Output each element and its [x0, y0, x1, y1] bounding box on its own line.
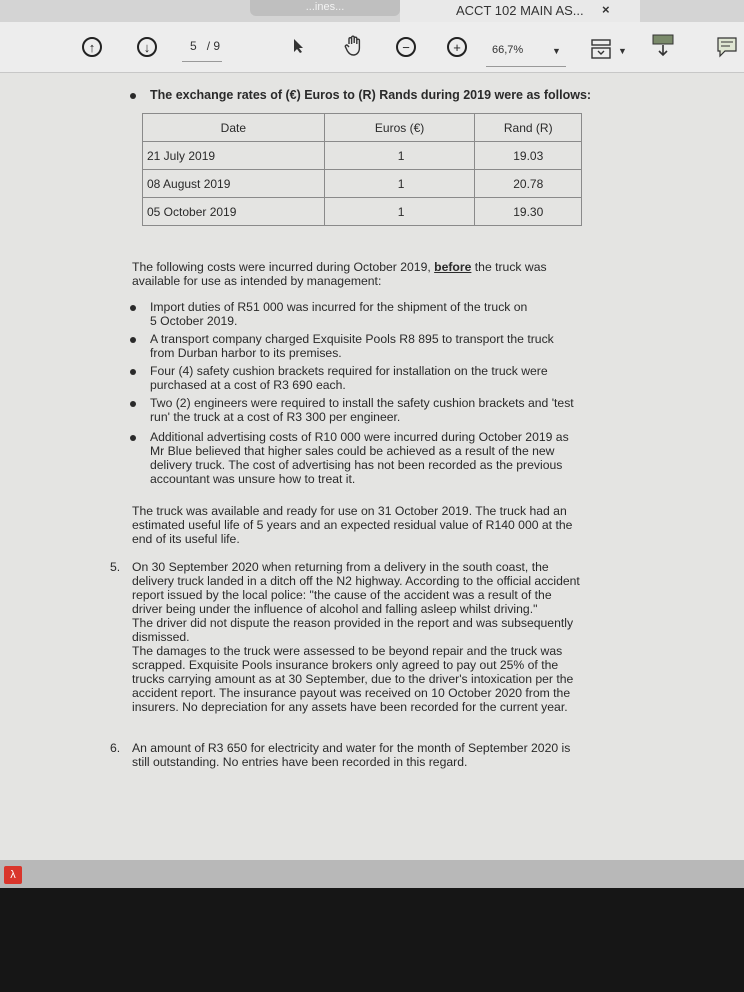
table-cell: 19.03: [475, 142, 582, 170]
download-icon[interactable]: [652, 34, 674, 63]
prev-page-icon[interactable]: ↑: [82, 37, 102, 57]
pdf-page: [0, 73, 744, 860]
bullet-dot: [130, 305, 136, 311]
availability-paragraph: [132, 504, 572, 546]
table-header: Euros (€): [324, 114, 475, 142]
bullet-dot: [130, 369, 136, 375]
bullet-dot: [130, 93, 136, 99]
table-cell: 19.30: [475, 198, 582, 226]
cost-item-line: Two (2) engineers were required to install the safety cushion brackets and 'test: [150, 396, 574, 410]
exchange-rates-intro: The exchange rates of (€) Euros to (R) Rands during 2019 were as follows:: [150, 88, 592, 102]
pdf-toolbar: [0, 22, 744, 73]
page-current: 5: [190, 39, 197, 53]
cost-item: [150, 364, 548, 392]
paragraph-line: delivery truck landed in a ditch off the N2 highway. According to the official accident: [132, 574, 580, 588]
exchange-rates-table: [142, 113, 582, 226]
paragraph-line: The damages to the truck were assessed to be beyond repair and the truck was: [132, 644, 563, 658]
viewer-bottom-bar: [0, 860, 744, 888]
tab-active[interactable]: [400, 0, 640, 22]
paragraph-line: driver being under the influence of alcohol and falling asleep whilst driving.": [132, 602, 538, 616]
table-cell: 1: [324, 198, 475, 226]
page-number-field[interactable]: [190, 39, 220, 53]
bullet-dot: [130, 401, 136, 407]
table-header: Date: [143, 114, 325, 142]
cost-item: [150, 332, 554, 360]
cost-item: [150, 300, 527, 328]
fit-page-icon[interactable]: [590, 38, 612, 65]
cursor-icon[interactable]: [292, 38, 306, 59]
next-page-icon[interactable]: ↓: [137, 37, 157, 57]
paragraph-line: estimated useful life of 5 years and an expected residual value of R140 000 at the: [132, 518, 573, 532]
table-cell: 1: [324, 142, 475, 170]
table-row: [143, 142, 582, 170]
zoom-out-icon[interactable]: −: [396, 37, 416, 57]
paragraph-line: end of its useful life.: [132, 532, 240, 546]
cost-item-line: run' the truck at a cost of R3 300 per engineer.: [150, 410, 401, 424]
cost-item-line: delivery truck. The cost of advertising has not been recorded as the previous: [150, 458, 563, 472]
costs-intro-part: the truck was: [471, 260, 547, 274]
paragraph-line: dismissed.: [132, 630, 190, 644]
comment-icon[interactable]: [716, 36, 738, 63]
cost-item-line: Mr Blue believed that higher sales could be achieved as a result of the new: [150, 444, 555, 458]
table-header: Rand (R): [475, 114, 582, 142]
cost-item-line: purchased at a cost of R3 690 each.: [150, 378, 346, 392]
cost-item: [150, 396, 574, 424]
page-total: / 9: [206, 39, 221, 53]
tab-bar: [0, 0, 744, 22]
paragraph-line: scrapped. Exquisite Pools insurance brokers only agreed to pay out 25% of the: [132, 658, 559, 672]
cost-item-line: accountant was unsure how to treat it.: [150, 472, 356, 486]
table-header-row: [143, 114, 582, 142]
paragraph-line: report issued by the local police: "the cause of the accident was a result of the: [132, 588, 552, 602]
tab-previous[interactable]: [250, 0, 400, 16]
cost-item-line: from Durban harbor to its premises.: [150, 346, 342, 360]
table-row: [143, 170, 582, 198]
hand-icon[interactable]: [344, 35, 364, 62]
cost-item-line: 5 October 2019.: [150, 314, 238, 328]
table-cell: 20.78: [475, 170, 582, 198]
page-field-underline: [182, 61, 222, 62]
table-cell: 1: [324, 170, 475, 198]
paragraph-line: insurers. No depreciation for any assets have been recorded for the current year.: [132, 700, 568, 714]
zoom-in-icon[interactable]: +: [447, 37, 467, 57]
cost-item-line: Additional advertising costs of R10 000 were incurred during October 2019 as: [150, 430, 569, 444]
item-number: 6.: [110, 741, 121, 755]
tab-previous-label: ...ines...: [305, 1, 345, 13]
item-number: 5.: [110, 560, 121, 574]
bullet-dot: [130, 337, 136, 343]
paragraph-line: On 30 September 2020 when returning from a delivery in the south coast, the: [132, 560, 549, 574]
fit-dropdown-icon[interactable]: ▼: [618, 46, 627, 56]
zoom-level-field[interactable]: 66,7%: [492, 44, 524, 56]
costs-intro: [132, 260, 547, 288]
paragraph-line: still outstanding. No entries have been recorded in this regard.: [132, 755, 468, 769]
cost-item-line: A transport company charged Exquisite Pools R8 895 to transport the truck: [150, 332, 554, 346]
paragraph-line: trucks carrying amount as at 30 September, due to the driver's intoxication per the: [132, 672, 574, 686]
zoom-dropdown-icon[interactable]: ▼: [552, 46, 561, 56]
costs-intro-line2: available for use as intended by management:: [132, 274, 382, 288]
item-6-paragraph: [132, 741, 570, 769]
cost-item-line: Import duties of R51 000 was incurred for the shipment of the truck on: [150, 300, 528, 314]
zoom-field-underline: [486, 66, 566, 67]
item-5-paragraph: [132, 560, 580, 714]
cost-item-line: Four (4) safety cushion brackets required for installation on the truck were: [150, 364, 548, 378]
paragraph-line: An amount of R3 650 for electricity and water for the month of September 2020 is: [132, 741, 571, 755]
costs-intro-emphasis: before: [434, 260, 472, 274]
table-cell: 05 October 2019: [143, 198, 325, 226]
document-content: [0, 73, 744, 860]
desk-background: [0, 888, 744, 992]
tab-title: ACCT 102 MAIN AS...: [456, 3, 584, 18]
paragraph-line: The driver did not dispute the reason provided in the report and was subsequently: [132, 616, 574, 630]
paragraph-line: accident report. The insurance payout was received on 10 October 2020 from the: [132, 686, 571, 700]
table-row: [143, 198, 582, 226]
cost-item: [150, 430, 569, 486]
table-cell: 21 July 2019: [143, 142, 325, 170]
pdf-icon[interactable]: λ: [4, 866, 22, 884]
table-cell: 08 August 2019: [143, 170, 325, 198]
close-icon[interactable]: ×: [602, 2, 610, 17]
costs-intro-part: The following costs were incurred during October 2019,: [132, 260, 435, 274]
paragraph-line: The truck was available and ready for use on 31 October 2019. The truck had an: [132, 504, 567, 518]
bullet-dot: [130, 435, 136, 441]
